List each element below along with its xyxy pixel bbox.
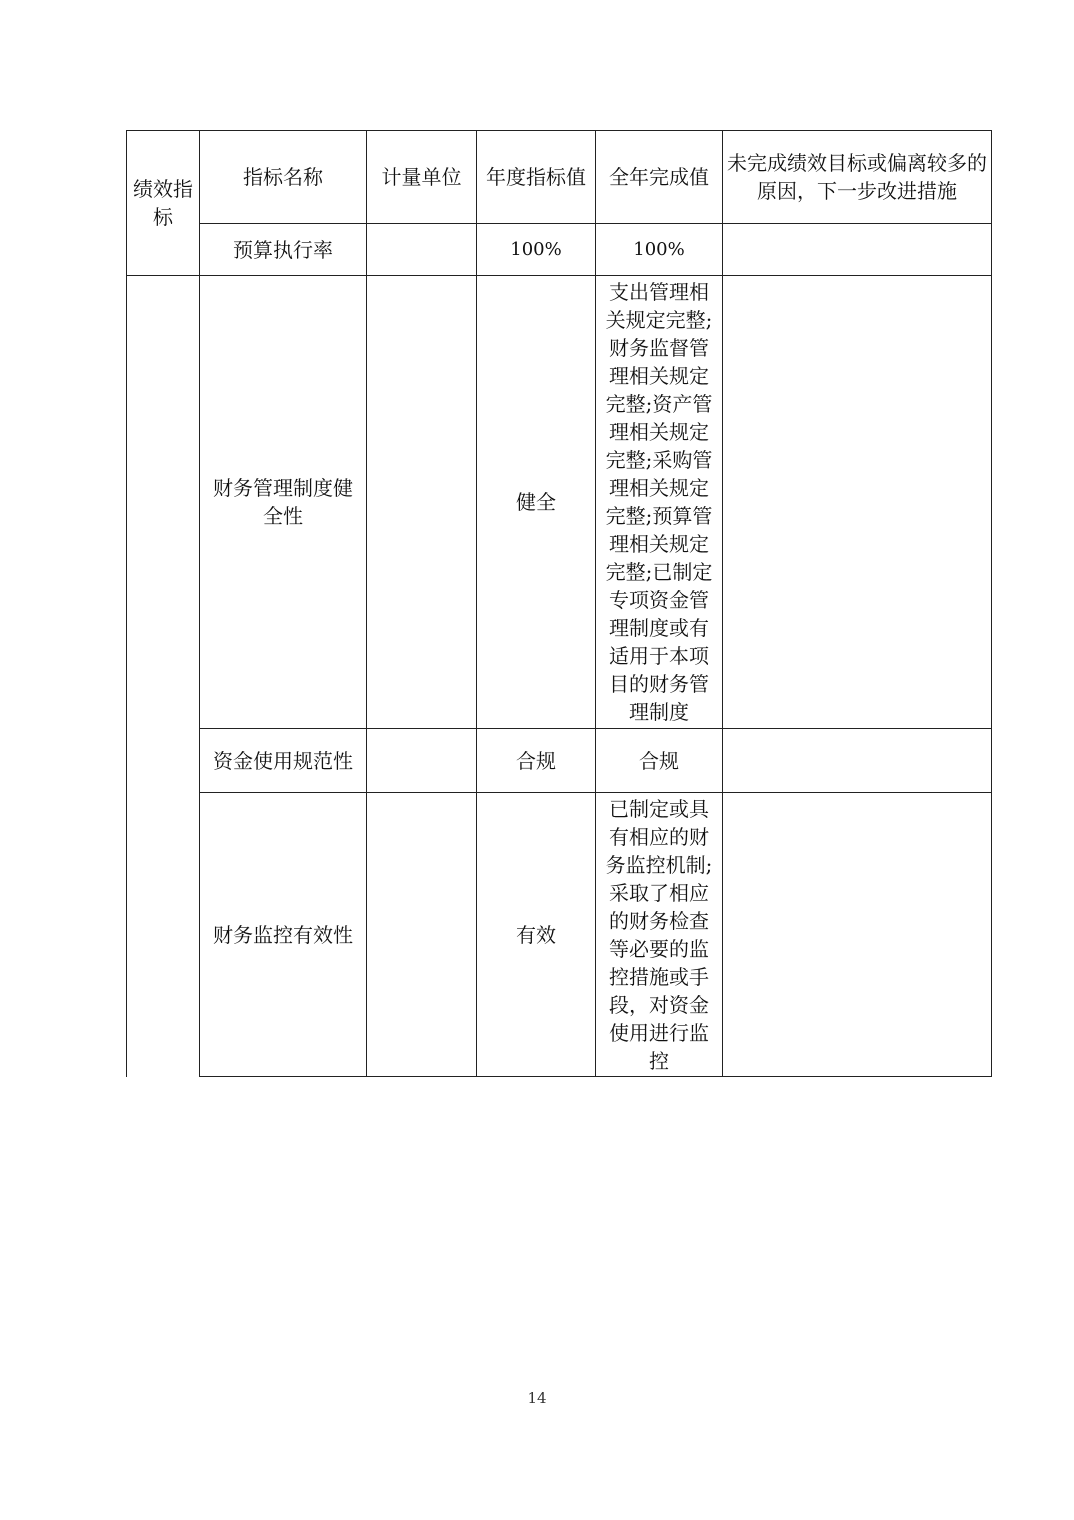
- table-row: [127, 276, 992, 729]
- row-name: 资金使用规范性: [200, 729, 367, 793]
- table-row: [127, 224, 992, 276]
- row-name: 财务监控有效性: [200, 793, 367, 1077]
- row-unit: [367, 276, 477, 729]
- row-name: 财务管理制度健全性: [200, 276, 367, 729]
- row-reason: [723, 729, 992, 793]
- performance-indicator-table: [126, 130, 992, 1077]
- row-target: 合规: [477, 729, 596, 793]
- row-actual: 支出管理相关规定完整;财务监督管理相关规定完整;资产管理相关规定完整;采购管理相关规定完整;预算管理相关规定完整;已制定专项资金管理制度或有适用于本项目的财务管理制度: [596, 276, 723, 729]
- row-reason: [723, 276, 992, 729]
- row-target: 100%: [477, 224, 596, 276]
- table-row: [127, 793, 992, 1077]
- page-number: 14: [527, 1389, 547, 1407]
- row-actual: 100%: [596, 224, 723, 276]
- table-row: [127, 729, 992, 793]
- row-unit: [367, 224, 477, 276]
- header-indicator-name: 指标名称: [200, 131, 367, 224]
- row-reason: [723, 224, 992, 276]
- row-reason: [723, 793, 992, 1077]
- header-unit: 计量单位: [367, 131, 477, 224]
- row-unit: [367, 793, 477, 1077]
- row-target: 有效: [477, 793, 596, 1077]
- header-reason: 未完成绩效目标或偏离较多的原因，下一步改进措施: [723, 131, 992, 224]
- header-annual-target: 年度指标值: [477, 131, 596, 224]
- blank-category-cell: [127, 276, 200, 1077]
- row-actual: 已制定或具有相应的财务监控机制;采取了相应的财务检查等必要的监控措施或手段，对资金使用进行监控: [596, 793, 723, 1077]
- row-target: 健全: [477, 276, 596, 729]
- row-name: 预算执行率: [200, 224, 367, 276]
- row-actual: 合规: [596, 729, 723, 793]
- header-annual-actual: 全年完成值: [596, 131, 723, 224]
- row-unit: [367, 729, 477, 793]
- table-header-row: [127, 131, 992, 224]
- category-cell: 绩效指标: [127, 131, 200, 276]
